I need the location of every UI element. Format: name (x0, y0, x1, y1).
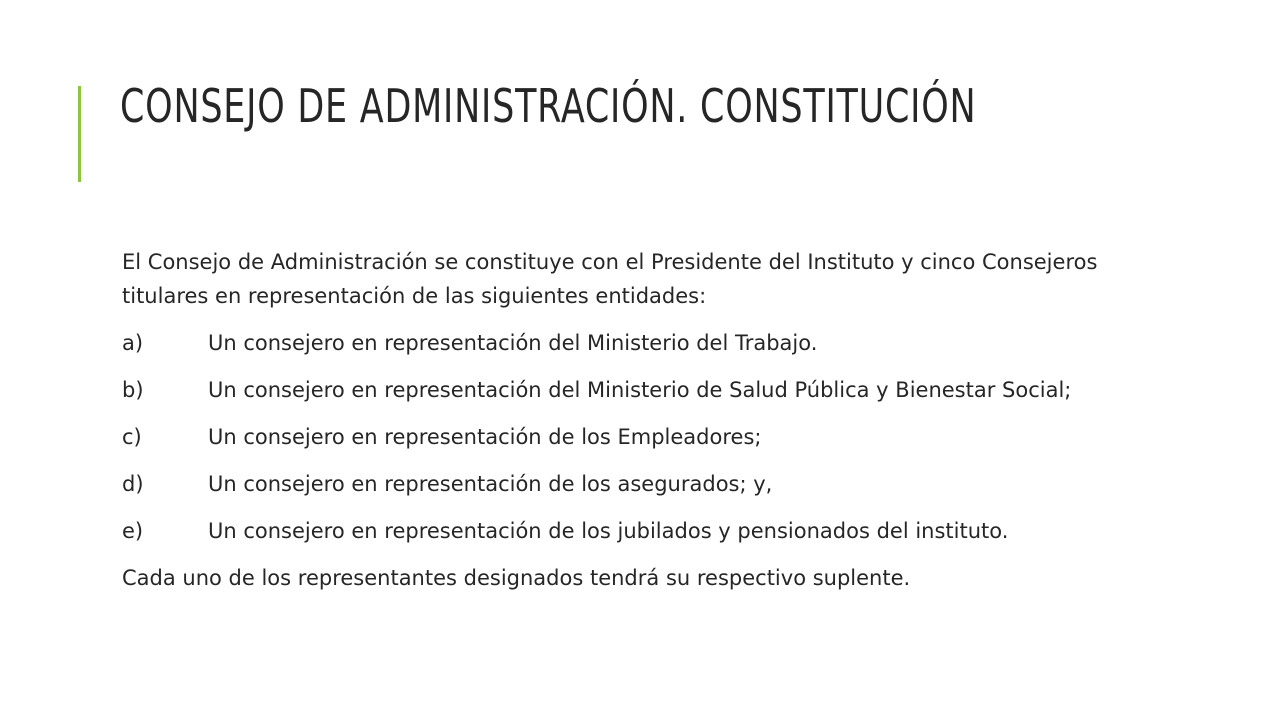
list-item-letter: b) (122, 378, 144, 402)
list-item-text: Un consejero en representación del Ministerio del Trabajo. (208, 331, 818, 355)
list-item-b (122, 373, 1122, 407)
list-item-letter: c) (122, 425, 142, 449)
intro-paragraph: El Consejo de Administración se constituye con el Presidente del Instituto y cinco Consejeros titulares en representación de las siguientes entidades: (122, 250, 1098, 308)
title-accent-bar (78, 86, 81, 182)
slide-title: CONSEJO DE ADMINISTRACIÓN. CONSTITUCIÓN (120, 79, 977, 133)
list-item-letter: a) (122, 331, 144, 355)
list-item-text: Un consejero en representación de los asegurados; y, (208, 472, 773, 496)
list-item-c (122, 420, 1122, 454)
list-item-text: Un consejero en representación de los Empleadores; (208, 425, 762, 449)
slide-body (122, 245, 1122, 608)
list-item-a (122, 326, 1122, 360)
list-item-letter: d) (122, 472, 144, 496)
closing-paragraph: Cada uno de los representantes designados tendrá su respectivo suplente. (122, 566, 911, 590)
list-item-d (122, 467, 1122, 501)
list-item-text: Un consejero en representación de los jubilados y pensionados del instituto. (208, 519, 1009, 543)
list-item-e (122, 514, 1122, 548)
list-item-letter: e) (122, 519, 144, 543)
list-item-text: Un consejero en representación del Ministerio de Salud Pública y Bienestar Social; (208, 378, 1072, 402)
